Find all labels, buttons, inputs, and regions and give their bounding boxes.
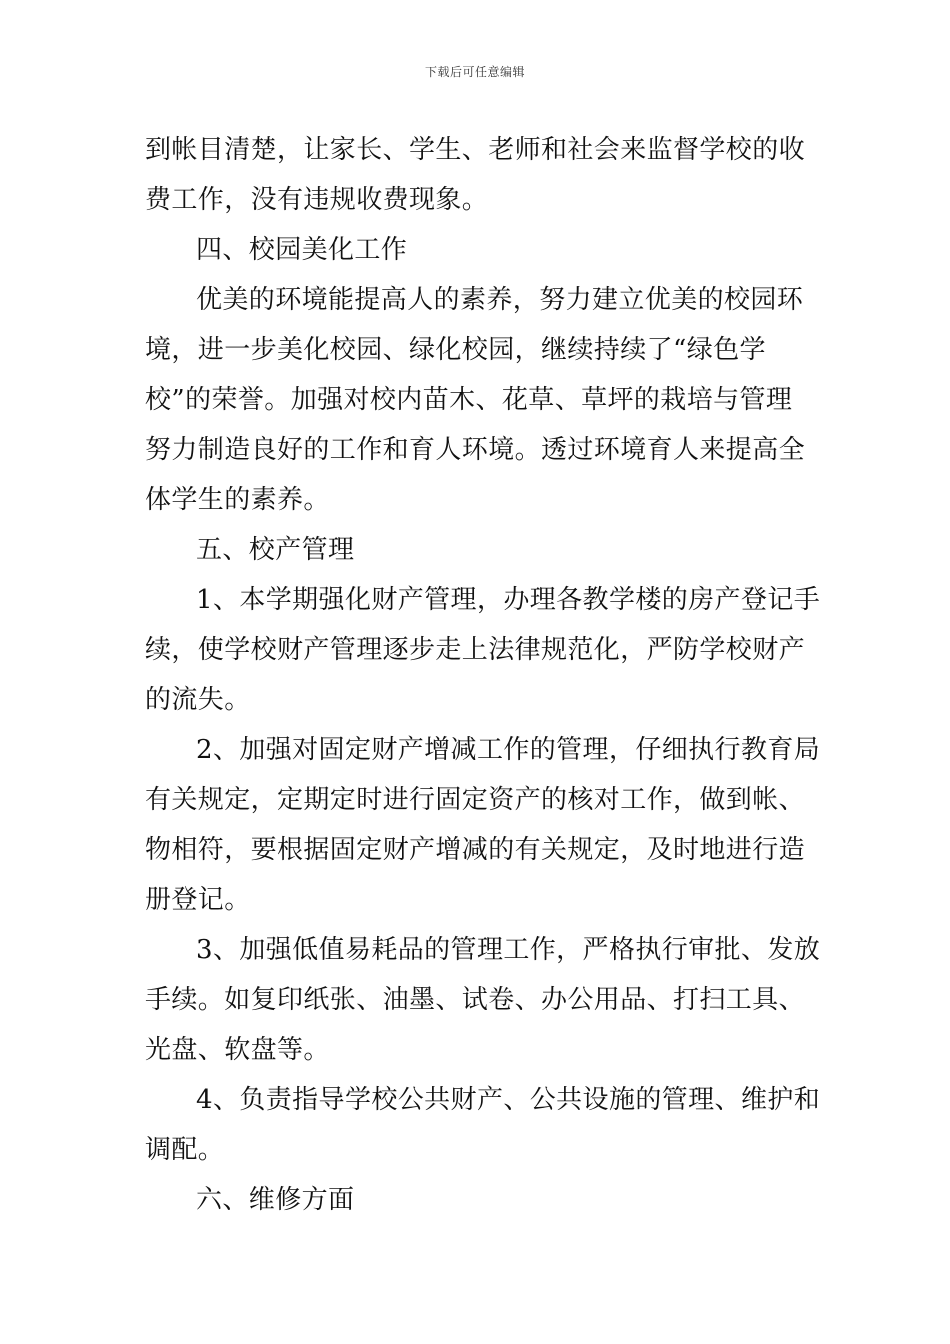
text-line: 努力制造良好的工作和育人环境。透过环境育人来提高全 bbox=[145, 435, 806, 465]
text-line: 2、加强对固定财产增减工作的管理，仔细执行教育局 bbox=[196, 735, 821, 765]
text-line: 校”的荣誉。加强对校内苗木、花草、草坪的栽培与管理 bbox=[145, 385, 793, 415]
text-line: 光盘、软盘等。 bbox=[145, 1035, 330, 1065]
text-line: 的流失。 bbox=[145, 685, 251, 715]
section-heading: 四、校园美化工作 bbox=[196, 235, 408, 265]
text-line: 1、本学期强化财产管理，办理各教学楼的房产登记手 bbox=[196, 585, 821, 615]
text-line: 续，使学校财产管理逐步走上法律规范化，严防学校财产 bbox=[145, 635, 806, 665]
text-line: 3、加强低值易耗品的管理工作，严格执行审批、发放 bbox=[196, 935, 821, 965]
text-line: 物相符，要根据固定财产增减的有关规定，及时地进行造 bbox=[145, 835, 806, 865]
text-line: 体学生的素养。 bbox=[145, 485, 330, 515]
text-line: 手续。如复印纸张、油墨、试卷、办公用品、打扫工具、 bbox=[145, 985, 806, 1015]
page-header: 下载后可任意编辑 bbox=[424, 65, 525, 79]
text-line: 有关规定，定期定时进行固定资产的核对工作，做到帐、 bbox=[145, 785, 806, 815]
text-line: 境，进一步美化校园、绿化校园，继续持续了“绿色学 bbox=[145, 335, 766, 365]
section-heading: 五、校产管理 bbox=[196, 535, 355, 565]
text-line: 册登记。 bbox=[145, 885, 251, 915]
section-heading: 六、维修方面 bbox=[196, 1185, 355, 1215]
text-line: 4、负责指导学校公共财产、公共设施的管理、维护和 bbox=[196, 1085, 821, 1115]
text-line: 费工作，没有违规收费现象。 bbox=[145, 185, 489, 215]
text-line: 调配。 bbox=[145, 1135, 225, 1165]
text-line: 到帐目清楚，让家长、学生、老师和社会来监督学校的收 bbox=[145, 135, 806, 165]
document-body bbox=[145, 125, 821, 1225]
text-line: 优美的环境能提高人的素养，努力建立优美的校园环 bbox=[196, 285, 804, 315]
